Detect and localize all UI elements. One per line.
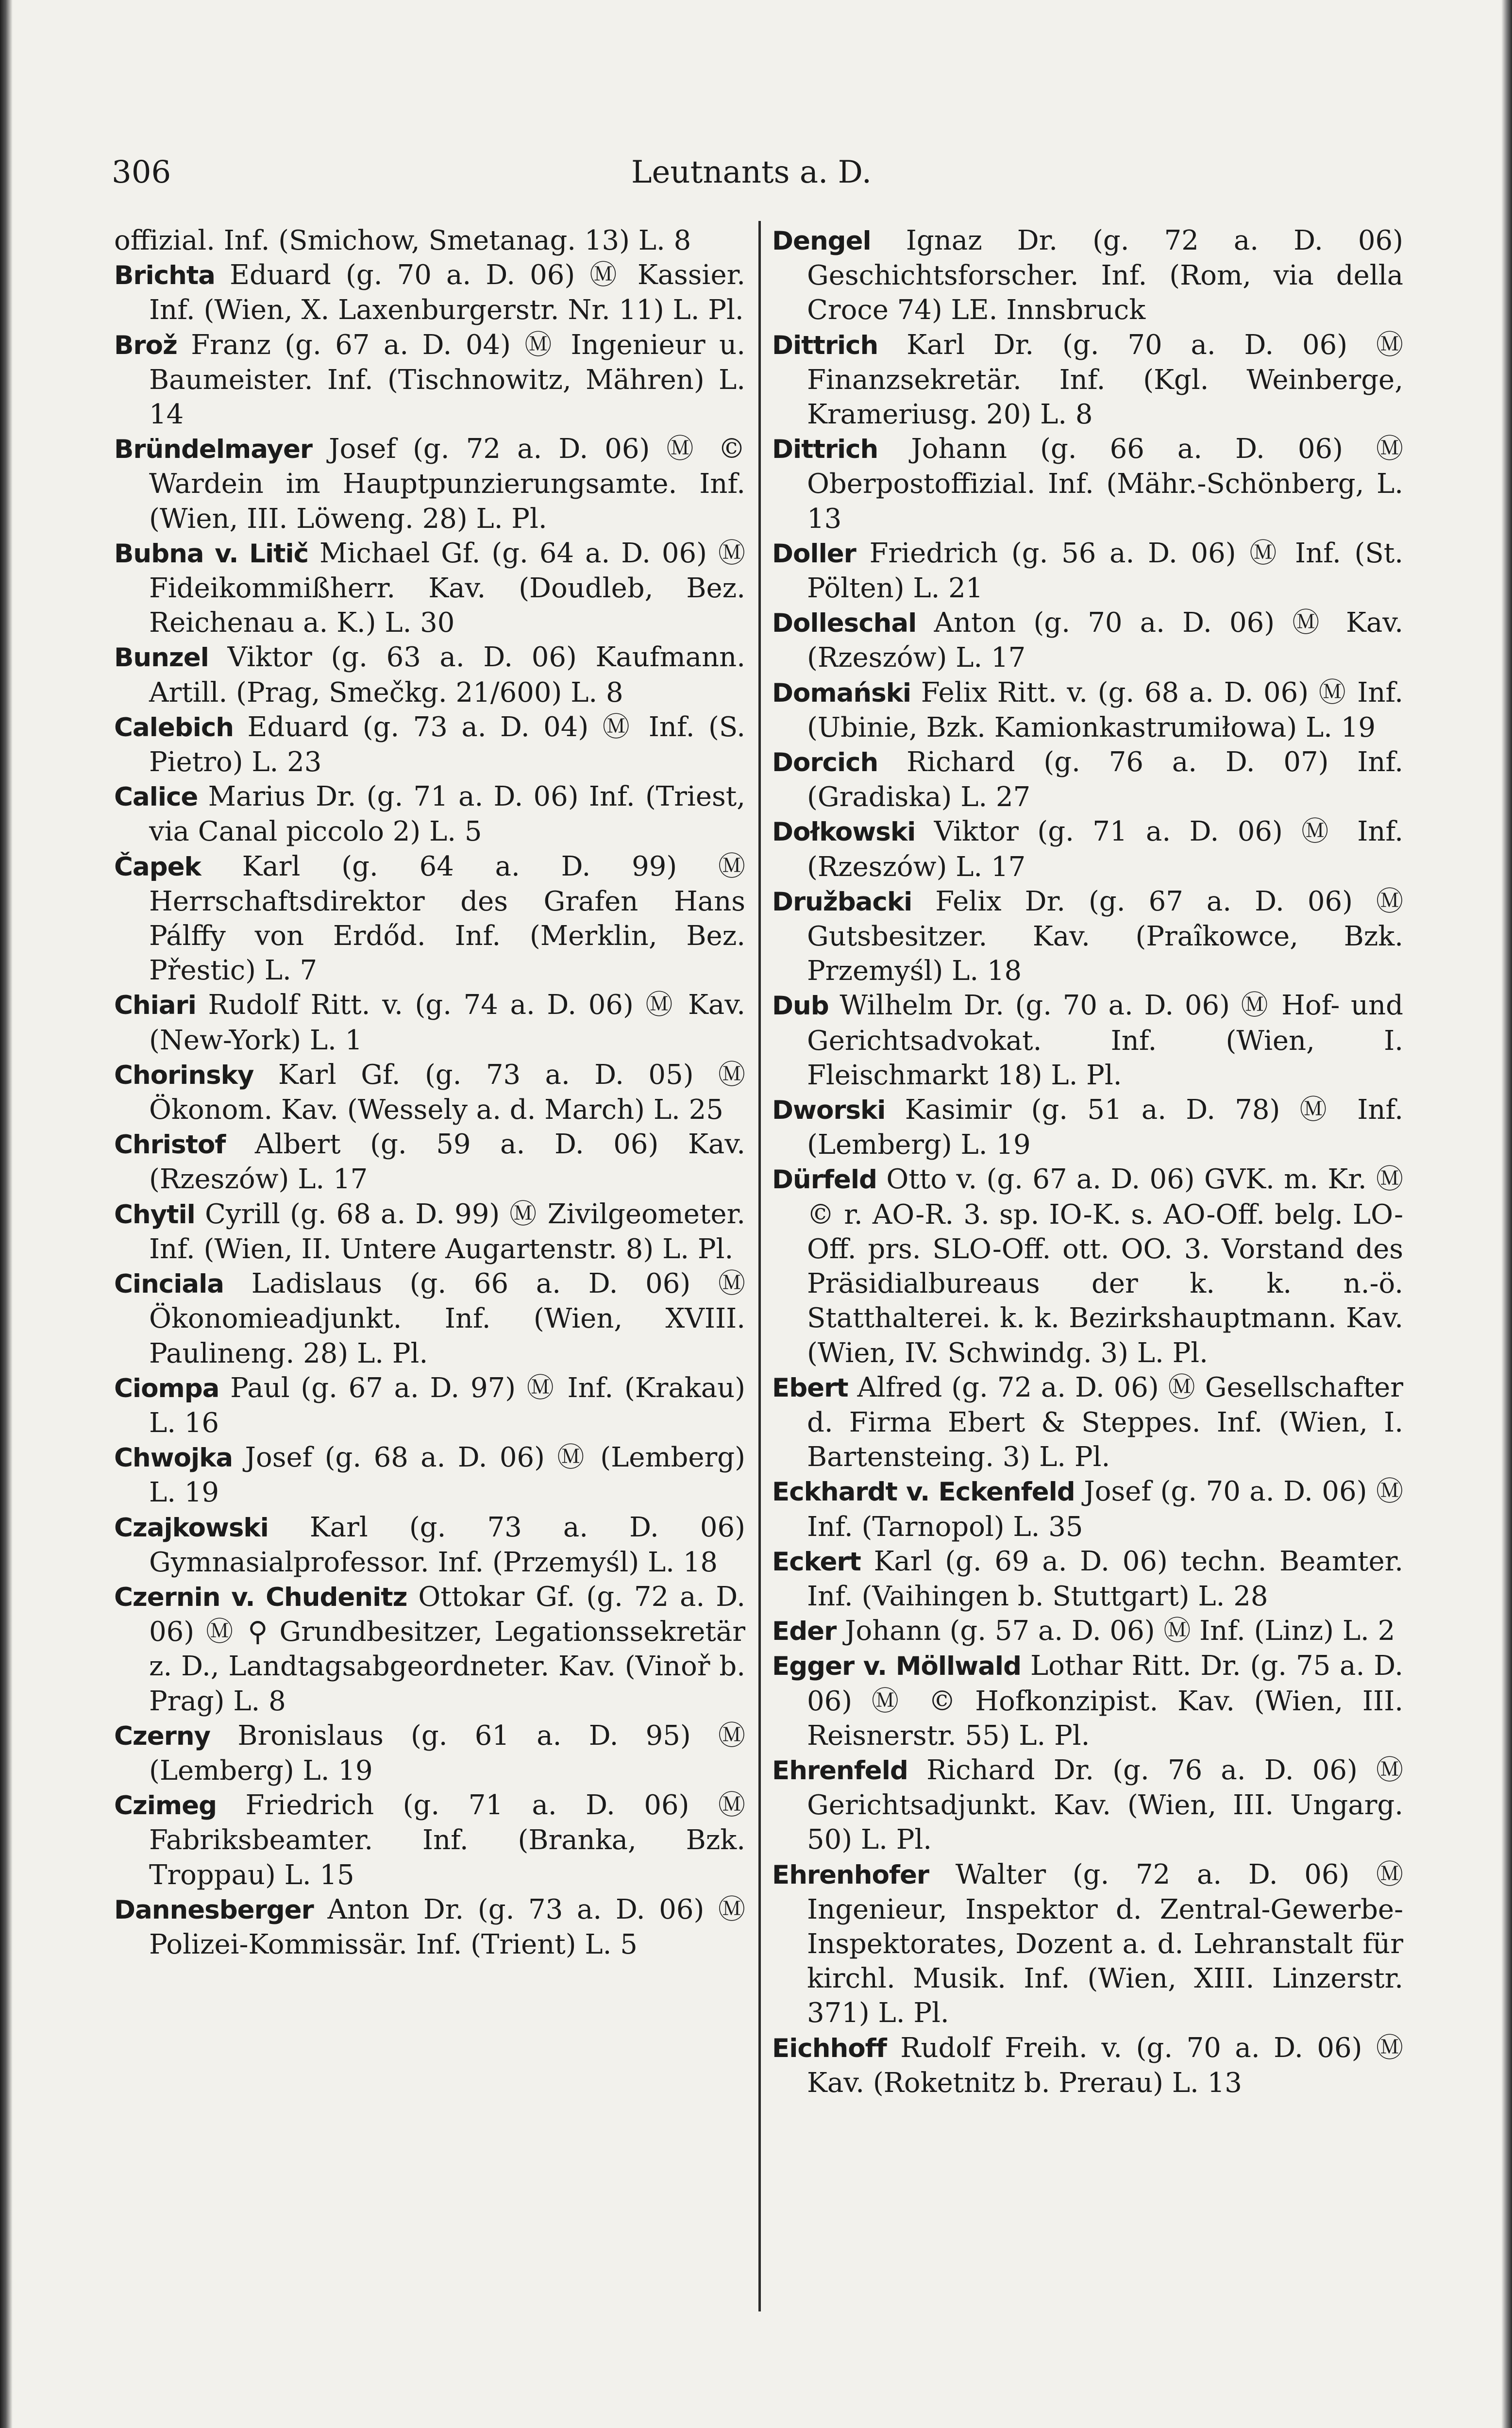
entry-surname: Calebich [114, 712, 234, 742]
entry-surname: Dittrich [772, 435, 878, 465]
entry-details: Richard Dr. (g. 76 a. D. 06) Ⓜ Gerichtsadjunkt. Kav. (Wien, III. Ungarg. 50) L. Pl. [807, 1754, 1403, 1856]
directory-entry [114, 1058, 745, 1127]
directory-entry [114, 1719, 745, 1788]
directory-entry [772, 536, 1403, 606]
entry-surname: Dub [772, 991, 829, 1021]
entry-surname: Cinciala [114, 1269, 224, 1299]
entry-surname: Doller [772, 539, 856, 569]
directory-entry [114, 1197, 745, 1266]
entry-details: Friedrich (g. 71 a. D. 06) Ⓜ Fabriksbeamter. Inf. (Branka, Bzk. Troppau) L. 15 [149, 1789, 745, 1891]
entry-details: Ladislaus (g. 66 a. D. 06) Ⓜ Ökonomieadjunkt. Inf. (Wien, XVIII. Paulineng. 28) L. Pl. [149, 1268, 745, 1369]
page-title: Leutnants a. D. [631, 154, 872, 190]
entry-surname: Czernin v. Chudenitz [114, 1582, 407, 1612]
entry-details: Kasimir (g. 51 a. D. 78) Ⓜ Inf. (Lemberg) L. 19 [807, 1094, 1403, 1161]
entry-details: Rudolf Freih. v. (g. 70 a. D. 06) Ⓜ Kav. (Roketnitz b. Prerau) L. 13 [807, 2032, 1403, 2099]
entry-details: Friedrich (g. 56 a. D. 06) Ⓜ Inf. (St. Pölten) L. 21 [807, 537, 1403, 605]
directory-entry [114, 1510, 745, 1580]
directory-entry [772, 814, 1403, 884]
entry-details: Anton (g. 70 a. D. 06) Ⓜ Kav. (Rzeszów) L. 17 [807, 607, 1403, 674]
entry-surname: Čapek [114, 852, 201, 882]
directory-entry [114, 328, 745, 432]
directory-entry [772, 1649, 1403, 1753]
entry-surname: Dolleschal [772, 608, 917, 639]
directory-entry [772, 606, 1403, 675]
entry-details: Paul (g. 67 a. D. 97) Ⓜ Inf. (Krakau) L. 16 [149, 1372, 745, 1439]
entry-surname: Bunzel [114, 643, 209, 673]
entry-surname: Bubna v. Litič [114, 539, 309, 569]
entry-details: Johann (g. 57 a. D. 06) Ⓜ Inf. (Linz) L. 2 [836, 1615, 1395, 1647]
entry-details: Viktor (g. 71 a. D. 06) Ⓜ Inf. (Rzeszów) L. 17 [807, 816, 1403, 883]
directory-entry [772, 1370, 1403, 1475]
directory-entry [772, 1093, 1403, 1162]
entry-surname: Eckert [772, 1547, 861, 1577]
directory-entry [772, 988, 1403, 1093]
directory-entry [772, 1614, 1403, 1649]
entry-surname: Ciompa [114, 1373, 219, 1403]
directory-entry [114, 1371, 745, 1440]
directory-entry [772, 675, 1403, 745]
entry-surname: Ehrenhofer [772, 1860, 929, 1890]
entry-details: Ignaz Dr. (g. 72 a. D. 06) Geschichtsforscher. Inf. (Rom, via della Croce 74) LE. Innsbruck [807, 225, 1403, 326]
directory-entry [772, 745, 1403, 814]
directory-entry [772, 884, 1403, 989]
directory-entry [772, 1857, 1403, 2031]
entry-surname: Domański [772, 678, 911, 708]
page-edge-left [0, 0, 13, 2428]
entry-details: Cyrill (g. 68 a. D. 99) Ⓜ Zivilgeometer. Inf. (Wien, II. Untere Augartenstr. 8) L. Pl. [149, 1198, 745, 1265]
entry-details: Josef (g. 68 a. D. 06) Ⓜ (Lemberg) L. 19 [149, 1442, 745, 1509]
entry-surname: Czerny [114, 1721, 211, 1751]
entry-surname: Chiari [114, 991, 196, 1021]
entry-details: Josef (g. 72 a. D. 06) Ⓜ © Wardein im Hauptpunzierungsamte. Inf. (Wien, III. Löweng. 28) L. Pl. [149, 433, 745, 535]
entry-details: offizial. Inf. (Smichow, Smetanag. 13) L. 8 [114, 225, 691, 256]
entry-details: Albert (g. 59 a. D. 06) Kav. (Rzeszów) L. 17 [149, 1129, 745, 1196]
directory-entry [114, 779, 745, 849]
running-head [112, 148, 1403, 197]
entry-details: Karl Gf. (g. 73 a. D. 05) Ⓜ Ökonom. Kav. (Wessely a. d. March) L. 25 [149, 1059, 745, 1126]
page-number: 306 [112, 154, 171, 190]
entry-details: Karl Dr. (g. 70 a. D. 06) Ⓜ Finanzsekretär. Inf. (Kgl. Weinberge, Krameriusg. 20) L. 8 [807, 329, 1403, 431]
entry-details: Richard (g. 76 a. D. 07) Inf. (Gradiska) L. 27 [807, 746, 1403, 813]
entry-surname: Eckhardt v. Eckenfeld [772, 1477, 1075, 1507]
entry-surname: Chorinsky [114, 1060, 254, 1090]
entry-surname: Dołkowski [772, 817, 916, 847]
entry-surname: Czajkowski [114, 1513, 269, 1543]
directory-entry [772, 2031, 1403, 2100]
entry-details: Rudolf Ritt. v. (g. 74 a. D. 06) Ⓜ Kav. (New-York) L. 1 [149, 989, 745, 1056]
directory-entry [114, 1580, 745, 1719]
entry-surname: Dorcich [772, 748, 878, 778]
entry-surname: Brichta [114, 261, 215, 291]
entry-surname: Dittrich [772, 330, 878, 360]
entry-details: Bronislaus (g. 61 a. D. 95) Ⓜ (Lemberg) L. 19 [149, 1720, 745, 1787]
directory-entry [772, 432, 1403, 536]
entry-details: Felix Ritt. v. (g. 68 a. D. 06) Ⓜ Inf. (Ubinie, Bzk. Kamionkastrumiłowa) L. 19 [807, 676, 1403, 743]
directory-entry [772, 223, 1403, 328]
entry-details: Lothar Ritt. Dr. (g. 75 a. D. 06) Ⓜ © Hofkonzipist. Kav. (Wien, III. Reisnerstr. 55) L. Pl. [807, 1650, 1403, 1752]
entry-surname: Ehrenfeld [772, 1755, 908, 1786]
entry-surname: Brož [114, 330, 177, 360]
directory-entry [114, 849, 745, 988]
entry-details: Eduard (g. 73 a. D. 04) Ⓜ Inf. (S. Pietro) L. 23 [149, 711, 745, 778]
directory-entry [114, 1266, 745, 1371]
directory-entry [114, 640, 745, 709]
directory-entry [114, 432, 745, 536]
entry-details: Wilhelm Dr. (g. 70 a. D. 06) Ⓜ Hof- und Gerichtsadvokat. Inf. (Wien, I. Fleischmarkt 18) L. Pl. [807, 990, 1403, 1091]
entry-surname: Dürfeld [772, 1165, 877, 1195]
entry-details: Karl (g. 69 a. D. 06) techn. Beamter. Inf. (Vaihingen b. Stuttgart) L. 28 [807, 1545, 1403, 1612]
page-edge-right [1501, 0, 1512, 2428]
entry-details: Felix Dr. (g. 67 a. D. 06) Ⓜ Gutsbesitzer. Kav. (Praîkowce, Bzk. Przemyśl) L. 18 [807, 885, 1403, 987]
entry-surname: Ebert [772, 1373, 848, 1403]
directory-entry [772, 328, 1403, 432]
entry-surname: Eder [772, 1617, 837, 1647]
entry-details: Anton Dr. (g. 73 a. D. 06) Ⓜ Polizei-Kommissär. Inf. (Trient) L. 5 [149, 1893, 745, 1960]
directory-entry [114, 536, 745, 641]
directory-entry [114, 1788, 745, 1892]
entry-details: Alfred (g. 72 a. D. 06) Ⓜ Gesellschafter d. Firma Ebert & Steppes. Inf. (Wien, I. Bartensteing. 3) L. Pl. [807, 1371, 1403, 1473]
entry-details: Michael Gf. (g. 64 a. D. 06) Ⓜ Fideikommißherr. Kav. (Doudleb, Bez. Reichenau a. K.) L. 30 [149, 537, 745, 639]
entry-surname: Dengel [772, 226, 871, 256]
directory-entry [114, 258, 745, 327]
entry-details: Walter (g. 72 a. D. 06) Ⓜ Ingenieur, Inspektor d. Zentral-Gewerbe-Inspektorates, Dozent a. d. Lehranstalt für kirchl. Musik. Inf. (Wien, XIII. Linzerstr. 371) L. Pl. [807, 1858, 1403, 2029]
entry-details: Karl (g. 64 a. D. 99) Ⓜ Herrschaftsdirektor des Grafen Hans Pálffy von Erdőd. Inf. (Merklin, Bez. Přestic) L. 7 [149, 850, 745, 987]
entry-details: Josef (g. 70 a. D. 06) Ⓜ Inf. (Tarnopol) L. 35 [807, 1476, 1403, 1543]
entry-details: Eduard (g. 70 a. D. 06) Ⓜ Kassier. Inf. (Wien, X. Laxenburgerstr. Nr. 11) L. Pl. [149, 259, 745, 326]
directory-entry [114, 1892, 745, 1962]
directory-entry [114, 710, 745, 779]
directory-entry [114, 1127, 745, 1197]
entry-details: Otto v. (g. 67 a. D. 06) GVK. m. Kr. Ⓜ © r. AO-R. 3. sp. IO-K. s. AO-Off. belg. LO-Off. prs. SLO-Off. ott. OO. 3. Vorstand des Präsidialbureaus der k. k. n.-ö. Statthalterei. k. k. Bezirkshauptmann. Kav. (Wien, IV. Schwindg. 3) L. Pl. [807, 1163, 1403, 1369]
directory-entry [772, 1753, 1403, 1857]
entry-details: Johann (g. 66 a. D. 06) Ⓜ Oberpostoffizial. Inf. (Mähr.-Schönberg, L. 13 [807, 433, 1403, 535]
entry-surname: Eichhoff [772, 2033, 887, 2063]
column-divider [758, 221, 761, 2311]
entry-details: Karl (g. 73 a. D. 06) Gymnasialprofessor. Inf. (Przemyśl) L. 18 [149, 1511, 745, 1578]
entry-surname: Družbacki [772, 887, 912, 917]
right-column [772, 223, 1403, 2311]
directory-entry [772, 1162, 1403, 1370]
entry-surname: Dannesberger [114, 1895, 314, 1925]
entry-surname: Czimeg [114, 1791, 217, 1821]
entry-surname: Egger v. Möllwald [772, 1652, 1022, 1682]
directory-entry [114, 223, 745, 258]
entry-details: Franz (g. 67 a. D. 04) Ⓜ Ingenieur u. Baumeister. Inf. (Tischnowitz, Mähren) L. 14 [149, 329, 745, 431]
entry-surname: Christof [114, 1130, 226, 1160]
directory-entry [114, 988, 745, 1057]
entry-surname: Chwojka [114, 1443, 233, 1473]
left-column [114, 223, 745, 2311]
entry-details: Ottokar Gf. (g. 72 a. D. 06) Ⓜ ⚲ Grundbesitzer, Legationssekretär z. D., Landtagsabgeordneter. Kav. (Vinoř b. Prag) L. 8 [149, 1581, 745, 1717]
entry-details: Viktor (g. 63 a. D. 06) Kaufmann. Artill. (Prag, Smečkg. 21/600) L. 8 [149, 641, 745, 708]
directory-entry [772, 1474, 1403, 1544]
directory-entry [772, 1544, 1403, 1614]
entry-surname: Calice [114, 782, 198, 812]
entry-details: Marius Dr. (g. 71 a. D. 06) Inf. (Triest, via Canal piccolo 2) L. 5 [149, 781, 745, 848]
entry-surname: Dworski [772, 1096, 886, 1126]
directory-entry [114, 1440, 745, 1510]
entry-surname: Bründelmayer [114, 435, 313, 465]
entry-surname: Chytil [114, 1199, 195, 1230]
